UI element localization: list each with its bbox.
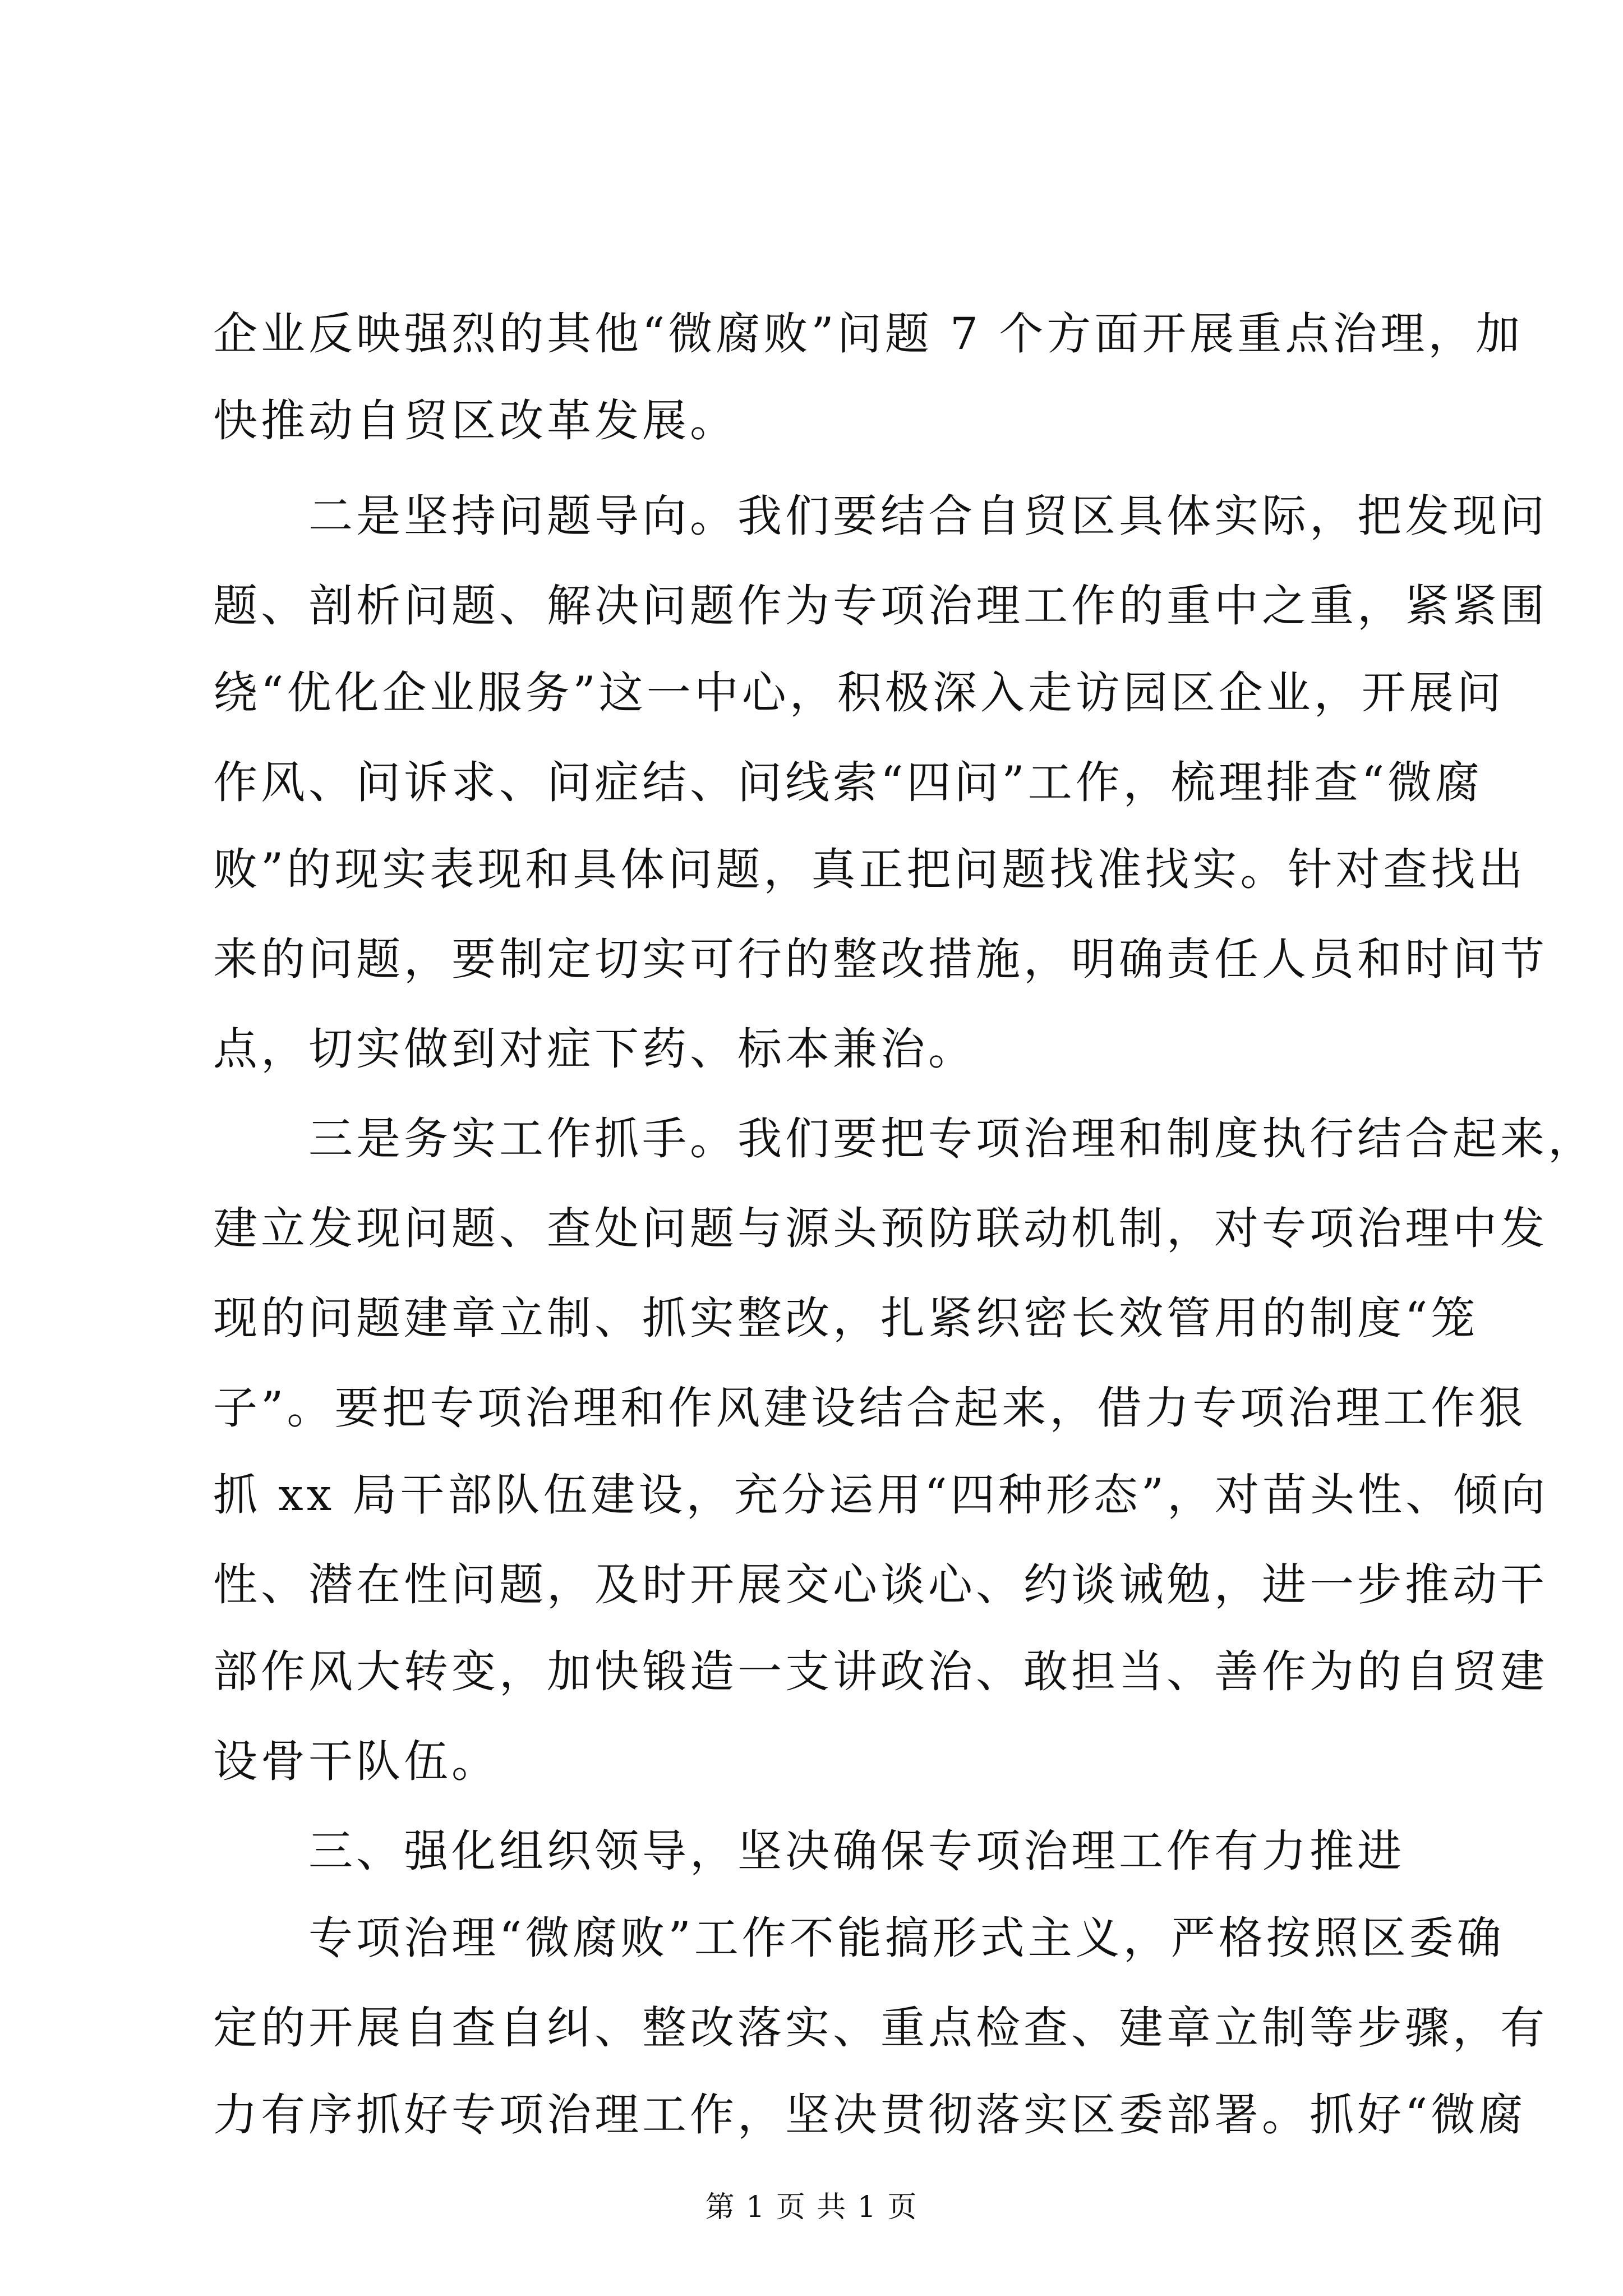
page-footer: 第 1 页 共 1 页 <box>705 2191 918 2224</box>
body-line-11: 建立发现问题、查处问题与源头预防联动机制，对专项治理中发 <box>213 1203 1548 1254</box>
section-heading: 三、强化组织领导，坚决确保专项治理工作有力推进 <box>213 1825 1405 1877</box>
body-line-16: 部作风大转变，加快锻造一支讲政治、敢担当、善作为的自贸建 <box>213 1646 1548 1697</box>
body-line-17: 设骨干队伍。 <box>213 1736 499 1787</box>
body-line-14: 抓 xx 局干部队伍建设，充分运用“四种形态”，对苗头性、倾向 <box>213 1469 1549 1521</box>
body-line-8: 来的问题，要制定切实可行的整改措施，明确责任人员和时间节 <box>213 933 1548 985</box>
body-line-19: 专项治理“微腐败”工作不能搞形式主义，严格按照区委确 <box>213 1912 1505 1964</box>
body-line-5: 绕“优化企业服务”这一中心，积极深入走访园区企业，开展问 <box>213 667 1505 719</box>
body-line-2: 快推动自贸区改革发展。 <box>213 395 737 447</box>
body-line-6: 作风、问诉求、问症结、问线索“四问”工作，梳理排查“微腐 <box>213 757 1483 808</box>
body-line-3: 二是坚持问题导向。我们要结合自贸区具体实际，把发现问 <box>213 490 1548 542</box>
body-line-12: 现的问题建章立制、抓实整改，扎紧织密长效管用的制度“笼 <box>213 1292 1479 1344</box>
body-line-7: 败”的现实表现和具体问题，真正把问题找准找实。针对查找出 <box>213 844 1527 895</box>
body-line-15: 性、潜在性问题，及时开展交心谈心、约谈诫勉，进一步推动干 <box>213 1559 1548 1611</box>
body-line-9: 点，切实做到对症下药、标本兼治。 <box>213 1023 976 1075</box>
body-line-21: 力有序抓好专项治理工作，坚决贯彻落实区委部署。抓好“微腐 <box>213 2089 1527 2141</box>
body-line-10: 三是务实工作抓手。我们要把专项治理和制度执行结合起来， <box>213 1113 1596 1165</box>
body-line-1: 企业反映强烈的其他“微腐败”问题 7 个方面开展重点治理，加 <box>213 308 1524 360</box>
body-line-4: 题、剖析问题、解决问题作为专项治理工作的重中之重，紧紧围 <box>213 580 1548 632</box>
body-line-13: 子”。要把专项治理和作风建设结合起来，借力专项治理工作狠 <box>213 1382 1527 1434</box>
body-line-20: 定的开展自查自纠、整改落实、重点检查、建章立制等步骤，有 <box>213 2002 1548 2054</box>
